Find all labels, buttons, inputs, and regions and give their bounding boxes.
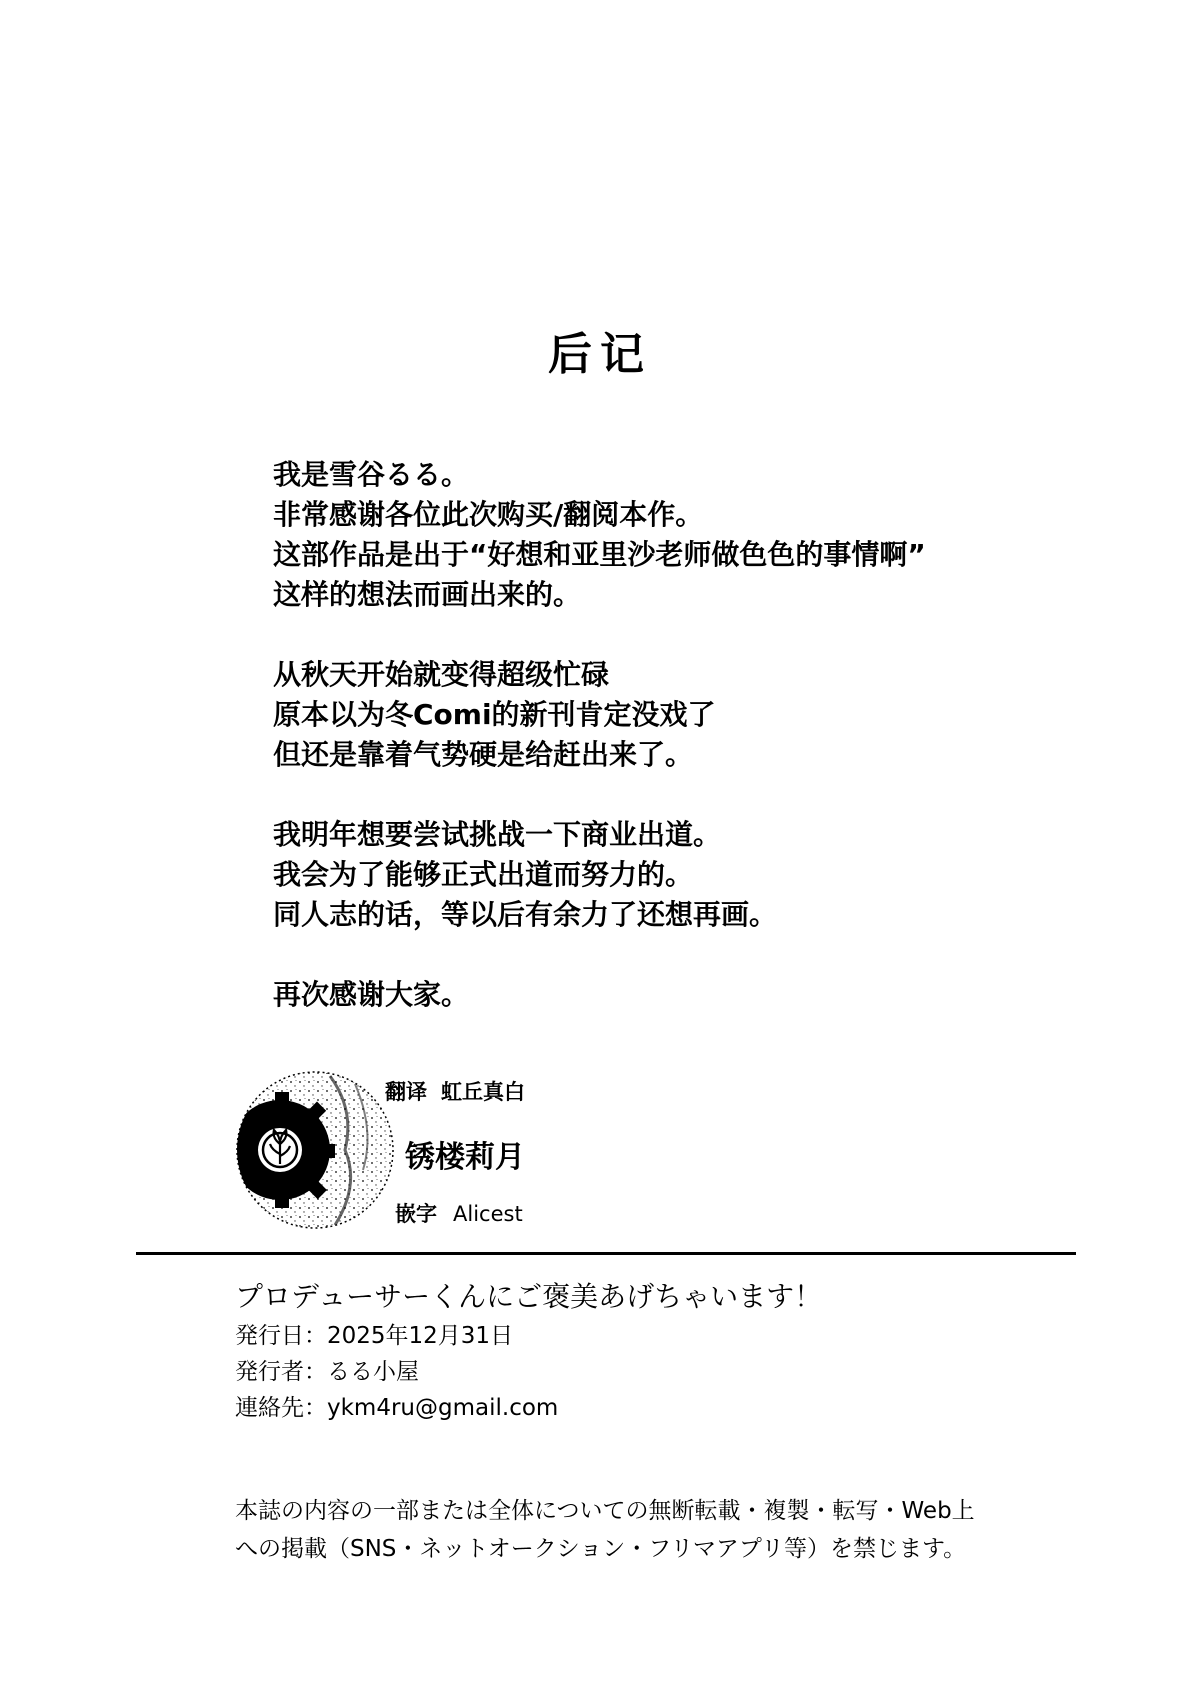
gear-flower-seal-icon: [235, 1070, 395, 1230]
afterword-paragraph: [273, 975, 1153, 1015]
afterword-line: 同人志的话，等以后有余力了还想再画。: [273, 898, 778, 931]
translator-credit: [385, 1076, 525, 1106]
typesetter-label: 嵌字: [395, 1202, 437, 1226]
afterword-line: 我会为了能够正式出道而努力的。: [273, 858, 694, 891]
afterword-line: 再次感谢大家。: [273, 978, 470, 1011]
notice-line: への掲載（SNS・ネットオークション・フリマアプリ等）を禁じます。: [235, 1536, 967, 1562]
afterword-line: 但还是靠着气势硬是给赶出来了。: [273, 738, 694, 771]
notice-line: 本誌の内容の一部または全体についての無断転載・複製・転写・Web上: [235, 1498, 975, 1524]
afterword-line: 这样的想法而画出来的。: [273, 578, 582, 611]
group-name: 锈楼莉月: [405, 1140, 525, 1175]
afterword-paragraph: [273, 455, 1153, 615]
afterword-line: 从秋天开始就变得超级忙碌: [273, 658, 610, 691]
translator-label: 翻译: [385, 1080, 427, 1104]
colophon-divider: [136, 1252, 1076, 1255]
afterword-line: 非常感谢各位此次购买/翻阅本作。: [273, 498, 704, 531]
typesetter-credit: [395, 1198, 523, 1228]
afterword-paragraph: [273, 655, 1153, 775]
afterword-paragraph: [273, 815, 1153, 935]
afterword-line: 我明年想要尝试挑战一下商业出道。: [273, 818, 722, 851]
typesetter-name: Alicest: [453, 1202, 523, 1226]
copyright-notice: [235, 1492, 1055, 1568]
translator-name: 虹丘真白: [441, 1080, 525, 1104]
translation-credits: [235, 1070, 635, 1230]
afterword-line: 我是雪谷るる。: [273, 458, 470, 491]
issue-date: 発行日：2025年12月31日: [235, 1323, 514, 1349]
afterword-title: 后记: [548, 329, 652, 380]
colophon: [235, 1276, 1095, 1426]
afterword-line: 这部作品是出于“好想和亚里沙老师做色色的事情啊”: [273, 538, 926, 571]
publisher: 発行者：るる小屋: [235, 1359, 419, 1385]
contact: 連絡先：ykm4ru@gmail.com: [235, 1395, 559, 1421]
book-title: プロデューサーくんにご褒美あげちゃいます！: [235, 1280, 823, 1313]
afterword-body: [273, 455, 1153, 1055]
afterword-line: 原本以为冬Comi的新刊肯定没戏了: [273, 698, 716, 731]
